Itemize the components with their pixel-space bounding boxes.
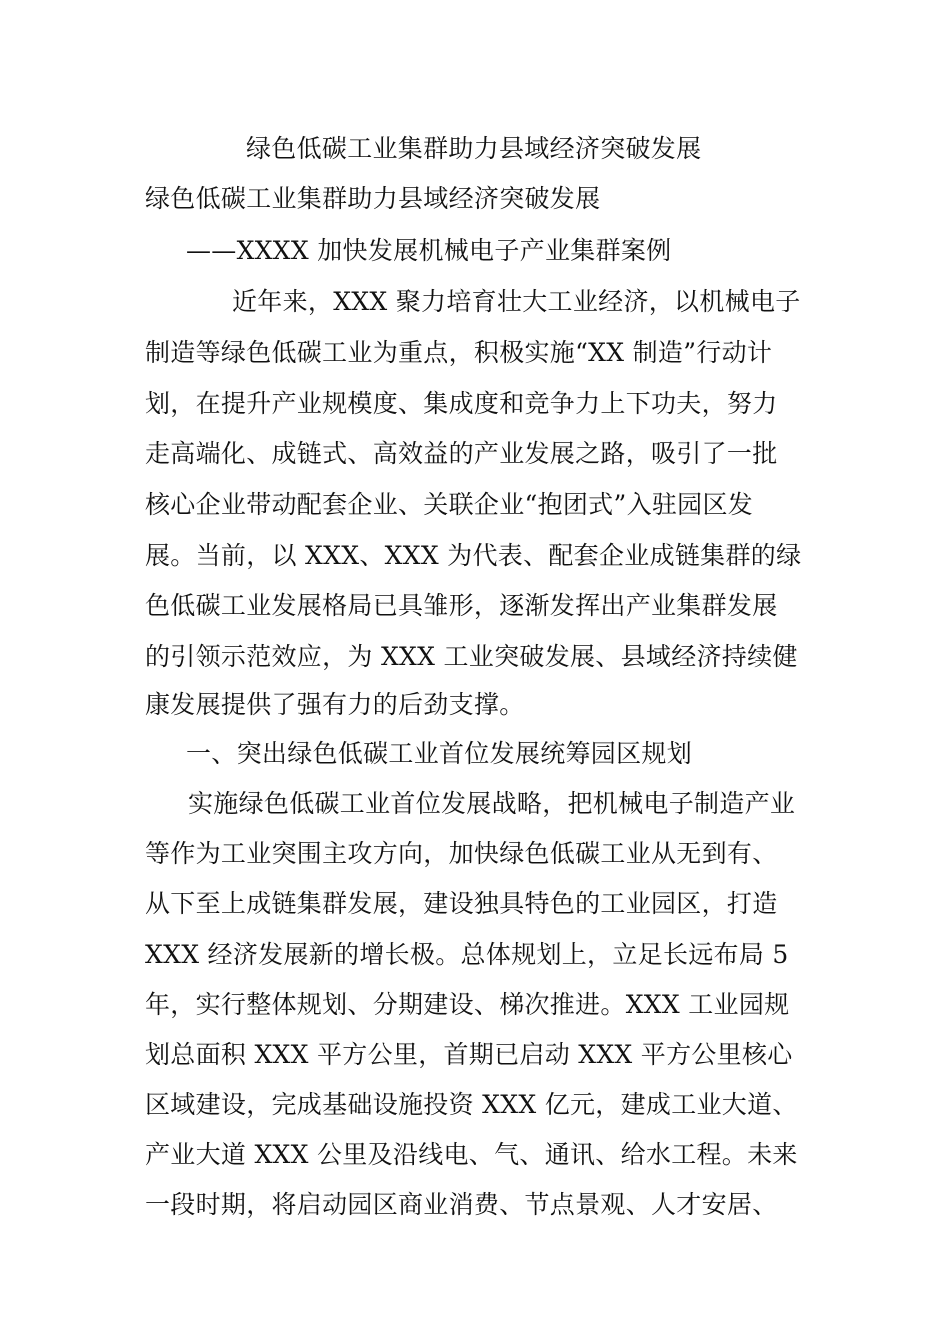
- paragraph-line: 色低碳工业发展格局已具雏形，逐渐发挥出产业集群发展: [145, 591, 778, 620]
- paragraph-line: 康发展提供了强有力的后劲支撑。: [145, 690, 525, 719]
- document-title-repeat: 绿色低碳工业集群助力县域经济突破发展: [145, 184, 601, 213]
- paragraph-line: XXX 经济发展新的增长极。总体规划上，立足长远布局 5: [145, 940, 789, 969]
- paragraph-line: 展。当前，以 XXX、XXX 为代表、配套企业成链集群的绿: [145, 541, 802, 570]
- paragraph-line: 等作为工业突围主攻方向，加快绿色低碳工业从无到有、: [145, 839, 778, 868]
- paragraph-line: 制造等绿色低碳工业为重点，积极实施“XX 制造”行动计: [145, 338, 773, 367]
- paragraph-line: 走高端化、成链式、高效益的产业发展之路，吸引了一批: [145, 439, 778, 468]
- document-subtitle: ——XXXX 加快发展机械电子产业集群案例: [186, 236, 672, 265]
- paragraph-line: 实施绿色低碳工业首位发展战略，把机械电子制造产业: [188, 789, 796, 818]
- paragraph-line: 划，在提升产业规模度、集成度和竞争力上下功夫，努力: [145, 389, 778, 418]
- paragraph-line: 核心企业带动配套企业、关联企业“抱团式”入驻园区发: [145, 490, 754, 519]
- paragraph-line: 从下至上成链集群发展，建设独具特色的工业园区，打造: [145, 889, 778, 918]
- paragraph-line: 划总面积 XXX 平方公里，首期已启动 XXX 平方公里核心: [145, 1040, 793, 1069]
- paragraph-line: 一段时期，将启动园区商业消费、节点景观、人才安居、: [145, 1190, 778, 1219]
- paragraph-line: 年，实行整体规划、分期建设、梯次推进。XXX 工业园规: [145, 990, 790, 1019]
- paragraph-line: 的引领示范效应，为 XXX 工业突破发展、县域经济持续健: [145, 642, 798, 671]
- section-heading: 一、突出绿色低碳工业首位发展统筹园区规划: [186, 739, 693, 768]
- document-title: 绿色低碳工业集群助力县域经济突破发展: [246, 134, 702, 163]
- paragraph-line: 产业大道 XXX 公里及沿线电、气、通讯、给水工程。未来: [145, 1140, 798, 1169]
- paragraph-line: 区域建设，完成基础设施投资 XXX 亿元，建成工业大道、: [145, 1090, 798, 1119]
- paragraph-line: 近年来，XXX 聚力培育壮大工业经济，以机械电子: [232, 287, 801, 316]
